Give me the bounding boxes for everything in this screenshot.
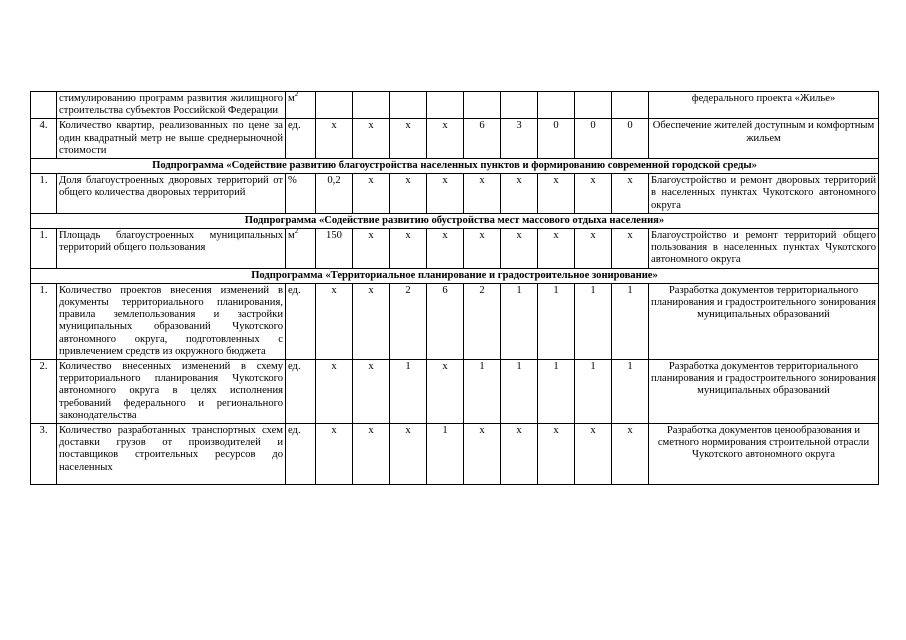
year-value: х <box>538 174 575 214</box>
unit-label: ед. <box>288 361 301 373</box>
year-value: х <box>353 424 390 485</box>
indicator-row <box>31 92 879 119</box>
year-value: 3 <box>501 119 538 159</box>
indicator-name: Количество квартир, реализованных по цене за один квадратный метр не выше среднерыночной стоимости <box>57 119 286 159</box>
indicators-table <box>30 91 879 485</box>
unit-label: ед. <box>288 120 301 132</box>
year-value <box>427 92 464 119</box>
year-value: 150 <box>316 229 353 269</box>
unit-cell <box>286 283 316 359</box>
unit-superscript: 2 <box>294 91 299 98</box>
year-value: 1 <box>575 360 612 424</box>
year-value: х <box>501 424 538 485</box>
unit-cell <box>286 229 316 269</box>
year-value <box>538 92 575 119</box>
indicator-name: Количество разработанных транспортных схем доставки грузов от производителей и поставщиков строительных ресурсов до населенных <box>57 424 286 485</box>
subprogram-heading-row <box>31 159 879 174</box>
year-value: х <box>353 174 390 214</box>
year-value: х <box>612 424 649 485</box>
subprogram-heading: Подпрограмма «Содействие развитию благоустройства населенных пунктов и формированию современной городской среды» <box>31 159 879 174</box>
year-value: 0 <box>538 119 575 159</box>
subprogram-heading-row <box>31 213 879 228</box>
year-value: 1 <box>464 360 501 424</box>
year-value: х <box>575 229 612 269</box>
row-number: 1. <box>31 229 57 269</box>
year-value: х <box>390 229 427 269</box>
table-body <box>31 92 879 485</box>
unit-cell <box>286 360 316 424</box>
unit-superscript: 2 <box>294 228 299 236</box>
year-value: х <box>427 360 464 424</box>
year-value: 0 <box>612 119 649 159</box>
unit-label: м <box>288 93 295 104</box>
year-value: х <box>353 283 390 359</box>
unit-label: ед. <box>288 284 301 296</box>
year-value: х <box>464 424 501 485</box>
year-value: х <box>575 174 612 214</box>
row-number: 1. <box>31 174 57 214</box>
row-number: 2. <box>31 360 57 424</box>
year-value: х <box>427 229 464 269</box>
year-value: 6 <box>427 283 464 359</box>
year-value: 6 <box>464 119 501 159</box>
year-value <box>353 92 390 119</box>
year-value: 0,2 <box>316 174 353 214</box>
year-value <box>575 92 612 119</box>
year-value: х <box>538 424 575 485</box>
unit-label: ед. <box>288 425 301 437</box>
indicator-row <box>31 360 879 424</box>
unit-cell <box>286 424 316 485</box>
year-value <box>612 92 649 119</box>
subprogram-heading: Подпрограмма «Содействие развитию обустройства мест массового отдыха населения» <box>31 213 879 228</box>
year-value: х <box>612 174 649 214</box>
unit-label: % <box>288 175 297 187</box>
year-value: х <box>353 119 390 159</box>
expected-result: Благоустройство и ремонт дворовых территорий в населенных пунктах Чукотского автономного округа <box>649 174 879 214</box>
subprogram-heading: Подпрограмма «Территориальное планирование и градостроительное зонирование» <box>31 268 879 283</box>
year-value: 2 <box>390 283 427 359</box>
indicator-name: Площадь благоустроенных муниципальных территорий общего пользования <box>57 229 286 269</box>
row-number: 1. <box>31 283 57 359</box>
row-number: 4. <box>31 119 57 159</box>
year-value: 1 <box>538 283 575 359</box>
year-value: х <box>575 424 612 485</box>
indicator-row <box>31 283 879 359</box>
year-value: х <box>316 119 353 159</box>
year-value: х <box>353 360 390 424</box>
subprogram-heading-row <box>31 268 879 283</box>
year-value: 1 <box>575 283 612 359</box>
year-value: 1 <box>501 283 538 359</box>
indicator-name: стимулированию программ развития жилищного строительства субъектов Российской Федерации <box>57 92 286 119</box>
indicator-row <box>31 119 879 159</box>
year-value: 1 <box>501 360 538 424</box>
year-value: х <box>316 283 353 359</box>
year-value: х <box>464 229 501 269</box>
indicator-name: Доля благоустроенных дворовых территорий от общего количества дворовых территорий <box>57 174 286 214</box>
year-value: х <box>316 424 353 485</box>
year-value: 0 <box>575 119 612 159</box>
year-value: х <box>612 229 649 269</box>
year-value: х <box>501 174 538 214</box>
year-value: х <box>390 424 427 485</box>
indicator-row <box>31 174 879 214</box>
indicator-name: Количество внесенных изменений в схему территориального планирования Чукотского автономного округа в целях исполнения требований федерального и регионального законодательства <box>57 360 286 424</box>
year-value: 1 <box>612 360 649 424</box>
indicator-name: Количество проектов внесения изменений в документы территориального планирования, правила землепользования и застройки муниципальных образований Чукотского автономного округа, подготовленных с привлечением средств из окружного бюджета <box>57 283 286 359</box>
expected-result: федерального проекта «Жилье» <box>649 92 879 119</box>
expected-result: Разработка документов территориального планирования и градостроительного зонирования муниципальных образований <box>649 360 879 424</box>
year-value: х <box>353 229 390 269</box>
indicator-row <box>31 424 879 485</box>
year-value: х <box>464 174 501 214</box>
year-value: х <box>390 119 427 159</box>
unit-cell <box>286 174 316 214</box>
year-value: х <box>316 360 353 424</box>
year-value: 1 <box>538 360 575 424</box>
indicator-row <box>31 229 879 269</box>
year-value: 1 <box>390 360 427 424</box>
row-number: 3. <box>31 424 57 485</box>
year-value: х <box>538 229 575 269</box>
unit-cell <box>286 92 316 119</box>
year-value: 1 <box>612 283 649 359</box>
year-value: х <box>427 119 464 159</box>
row-number <box>31 92 57 119</box>
unit-cell <box>286 119 316 159</box>
year-value: 1 <box>427 424 464 485</box>
year-value: х <box>501 229 538 269</box>
year-value: х <box>390 174 427 214</box>
year-value: х <box>427 174 464 214</box>
expected-result: Разработка документов территориального планирования и градостроительного зонирования муниципальных образований <box>649 283 879 359</box>
expected-result: Благоустройство и ремонт территорий общего пользования в населенных пунктах Чукотского автономного округа <box>649 229 879 269</box>
year-value: 2 <box>464 283 501 359</box>
year-value <box>464 92 501 119</box>
unit-label: м <box>288 230 295 242</box>
expected-result: Разработка документов ценообразования и сметного нормирования строительной отрасли Чукотского автономного округа <box>649 424 879 485</box>
year-value <box>501 92 538 119</box>
expected-result: Обеспечение жителей доступным и комфортным жильем <box>649 119 879 159</box>
year-value <box>390 92 427 119</box>
year-value <box>316 92 353 119</box>
